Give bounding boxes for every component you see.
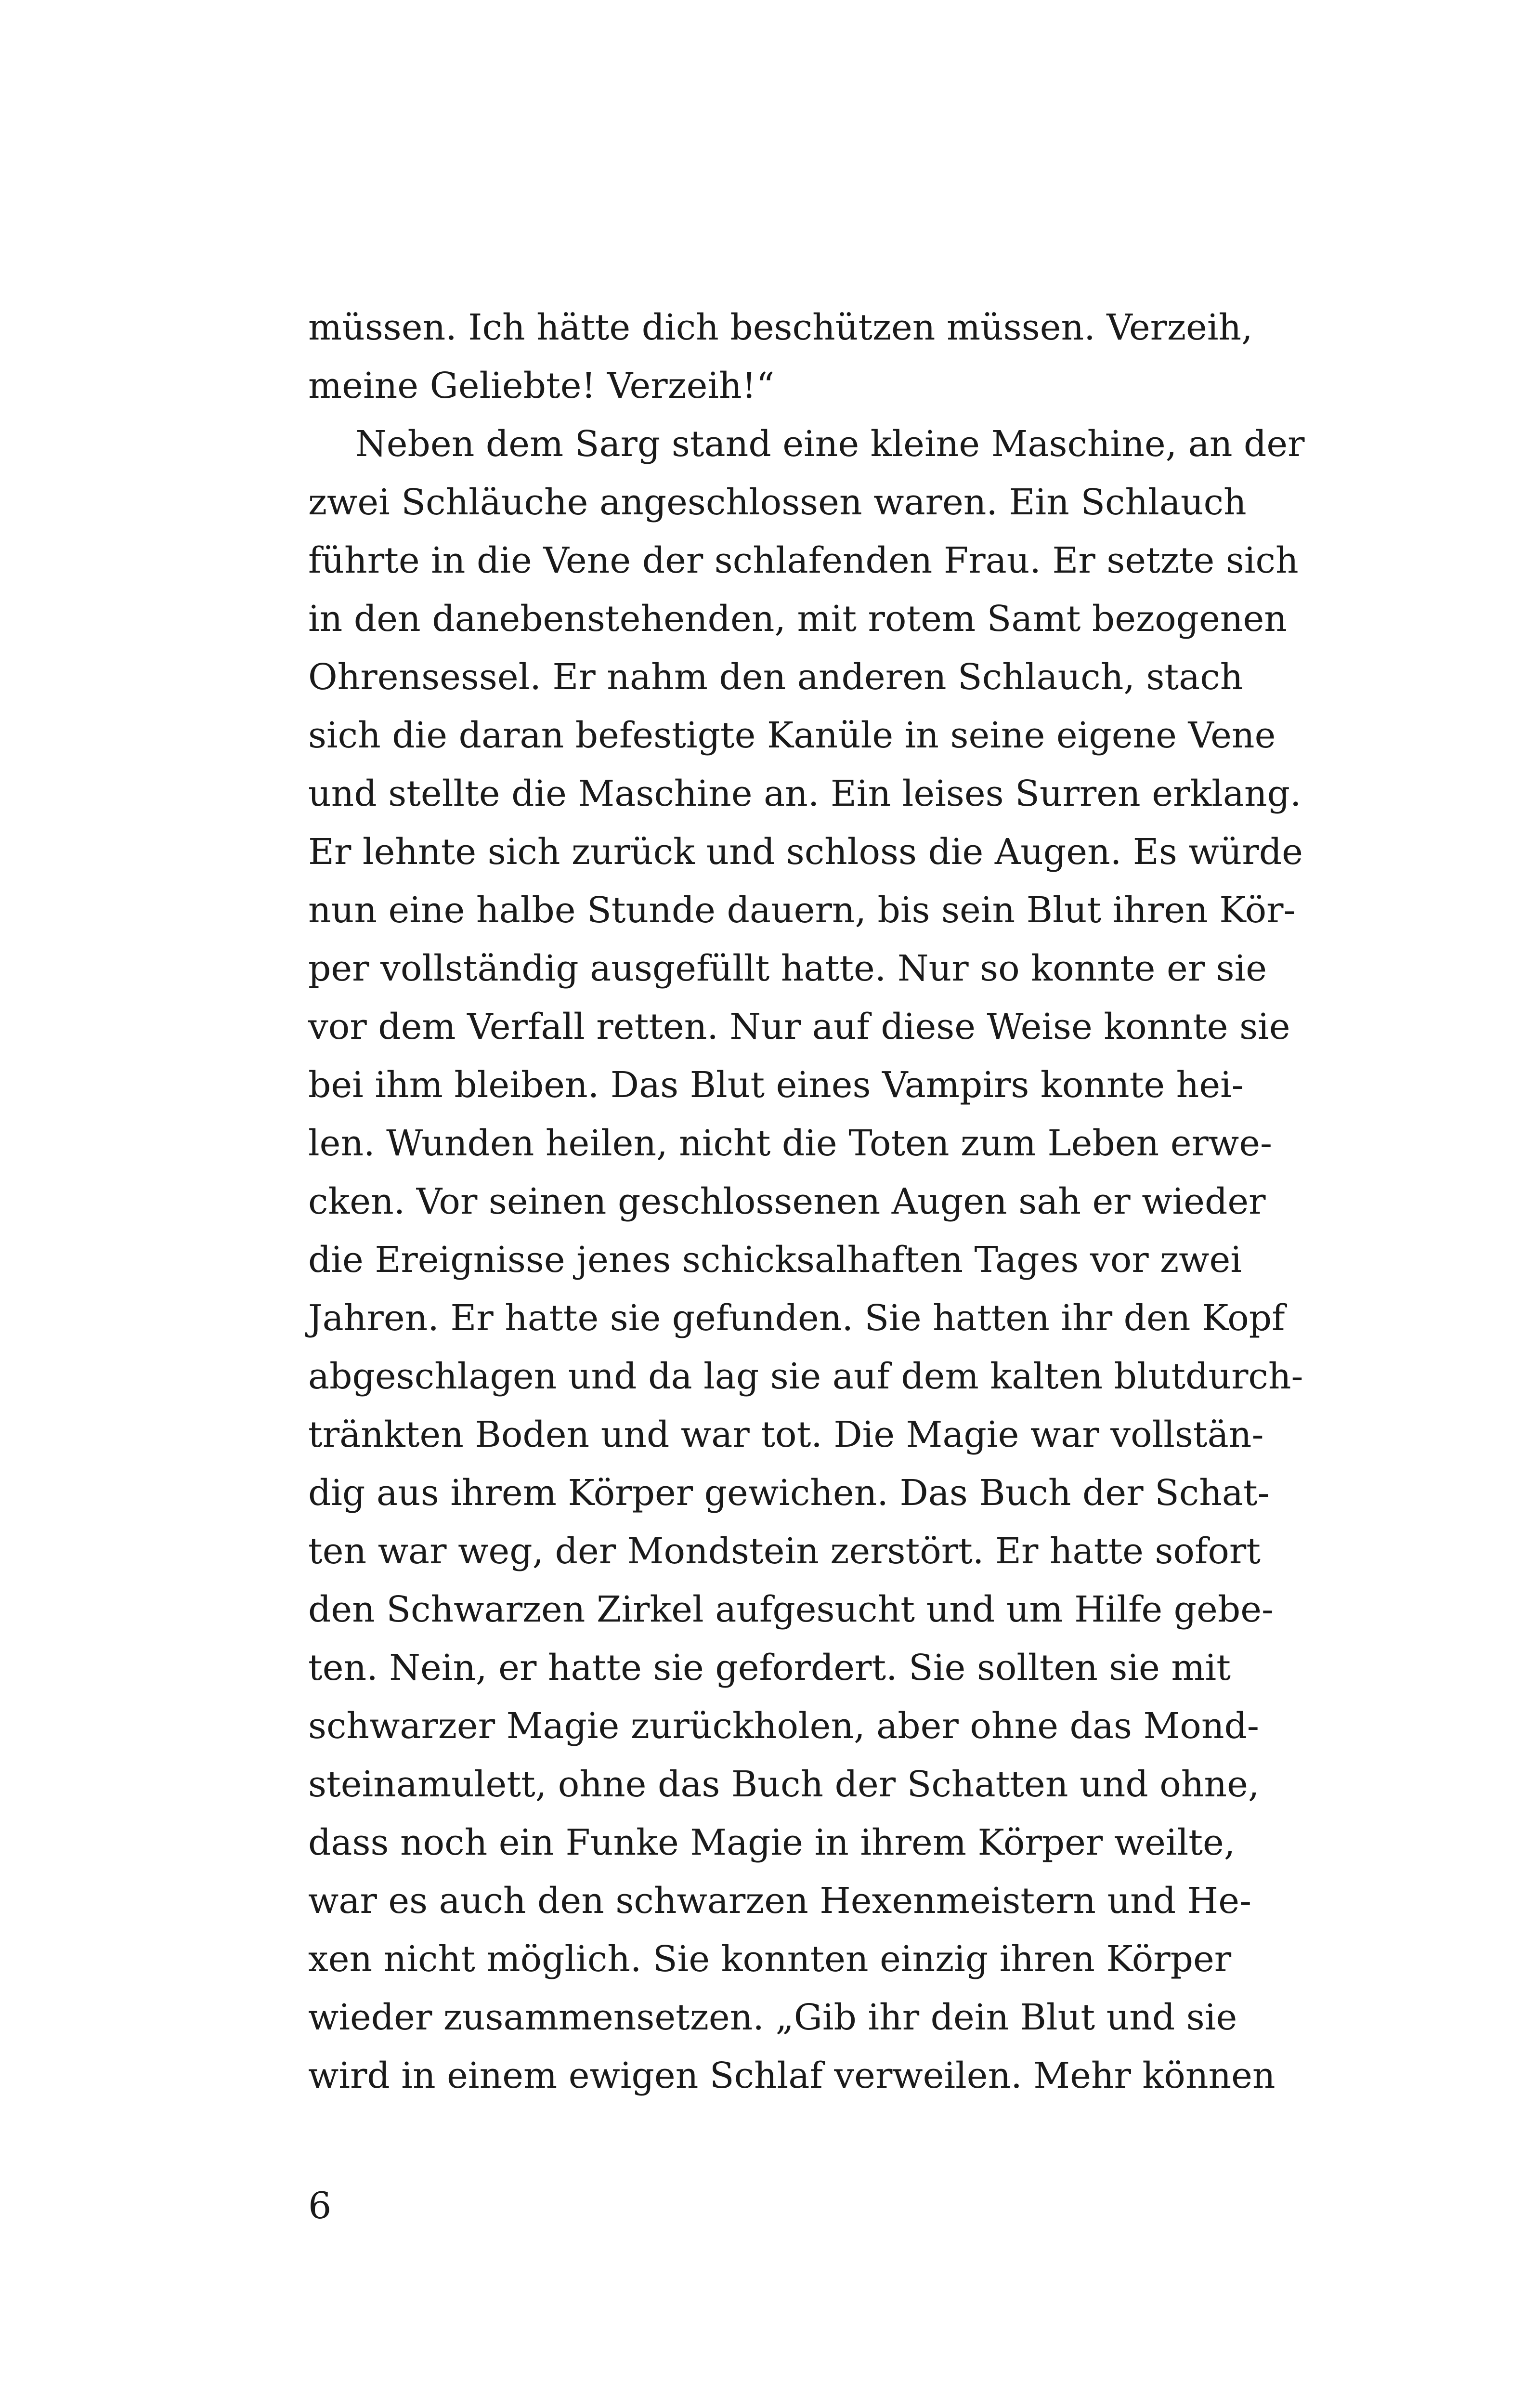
text-line: in den danebenstehenden, mit rotem Samt bezogenen [308,598,1287,640]
text-line: den Schwarzen Zirkel aufgesucht und um Hilfe gebe- [308,1589,1274,1630]
text-line: Neben dem Sarg stand eine kleine Maschine, an der [355,423,1305,465]
text-line: Er lehnte sich zurück und schloss die Augen. Es würde [308,831,1303,873]
text-line: Jahren. Er hatte sie gefunden. Sie hatten ihr den Kopf [308,1297,1285,1339]
text-line: wird in einem ewigen Schlaf verweilen. Mehr können [308,2055,1276,2096]
text-line: cken. Vor seinen geschlossenen Augen sah er wieder [308,1181,1266,1222]
text-line: ten war weg, der Mondstein zerstört. Er hatte sofort [308,1531,1261,1572]
text-line: sich die daran befestigte Kanüle in seine eigene Vene [308,715,1276,756]
text-line: schwarzer Magie zurückholen, aber ohne das Mond- [308,1705,1259,1747]
text-line: Ohrensessel. Er nahm den anderen Schlauch, stach [308,656,1243,698]
text-line: steinamulett, ohne das Buch der Schatten und ohne, [308,1764,1260,1805]
text-line: meine Geliebte! Verzeih!“ [308,365,775,406]
text-line: per vollständig ausgefüllt hatte. Nur so konnte er sie [308,948,1267,989]
text-line: tränkten Boden und war tot. Die Magie war vollstän- [308,1414,1264,1455]
text-line: len. Wunden heilen, nicht die Toten zum Leben erwe- [308,1123,1273,1164]
text-line: dass noch ein Funke Magie in ihrem Körper weilte, [308,1822,1236,1863]
text-line: zwei Schläuche angeschlossen waren. Ein Schlauch [308,482,1247,523]
text-line: abgeschlagen und da lag sie auf dem kalten blutdurch- [308,1356,1303,1397]
text-line: war es auch den schwarzen Hexenmeistern und He- [308,1880,1252,1922]
text-line: müssen. Ich hätte dich beschützen müssen. Verzeih, [308,307,1253,348]
text-line: und stellte die Maschine an. Ein leises Surren erklang. [308,773,1302,814]
text-line: die Ereignisse jenes schicksalhaften Tages vor zwei [308,1239,1242,1281]
text-line: vor dem Verfall retten. Nur auf diese Weise konnte sie [308,1006,1290,1047]
text-line: wieder zusammensetzen. „Gib ihr dein Blut und sie [308,1997,1237,2038]
text-line: xen nicht möglich. Sie konnten einzig ihren Körper [308,1938,1232,1980]
page-number: 6 [308,2184,332,2227]
text-line: ten. Nein, er hatte sie gefordert. Sie sollten sie mit [308,1647,1231,1688]
text-line: führte in die Vene der schlafenden Frau. Er setzte sich [308,540,1299,581]
text-line: nun eine halbe Stunde dauern, bis sein Blut ihren Kör- [308,890,1296,931]
text-line: bei ihm bleiben. Das Blut eines Vampirs konnte hei- [308,1064,1244,1106]
text-line: dig aus ihrem Körper gewichen. Das Buch der Schat- [308,1472,1270,1514]
